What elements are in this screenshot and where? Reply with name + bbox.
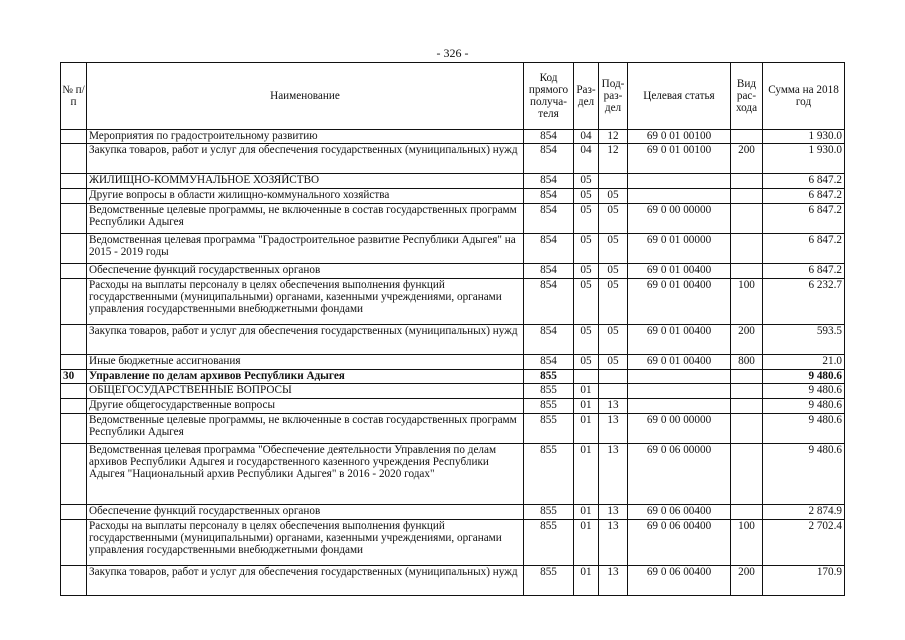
- table-cell-section: 05: [574, 174, 599, 189]
- table-row: [61, 279, 845, 325]
- table-cell-article: 69 0 00 00000: [628, 414, 731, 444]
- table-cell-exp-type: [731, 204, 763, 234]
- table-cell-subsection: 12: [599, 144, 628, 174]
- table-cell-exp-type: [731, 174, 763, 189]
- table-row: [61, 399, 845, 414]
- table-cell-exp-type: [731, 399, 763, 414]
- page-number: - 326 -: [436, 46, 469, 60]
- table-cell-num: [61, 279, 87, 325]
- table-cell-section: 01: [574, 566, 599, 596]
- table-cell-subsection: 13: [599, 444, 628, 505]
- table-cell-name: Управление по делам архивов Республики Адыгея: [87, 370, 524, 384]
- table-cell-section: 04: [574, 144, 599, 174]
- table-cell-sum: 6 847.2: [763, 174, 845, 189]
- table-cell-code: 855: [524, 384, 574, 399]
- table-cell-exp-type: [731, 370, 763, 384]
- table-cell-sum: 9 480.6: [763, 444, 845, 505]
- table-cell-subsection: 13: [599, 505, 628, 520]
- table-cell-article: [628, 370, 731, 384]
- table-cell-num: [61, 384, 87, 399]
- table-cell-subsection: 13: [599, 566, 628, 596]
- table-cell-name: Расходы на выплаты персоналу в целях обеспечения выполнения функций государственными (муниципальными) органами, казенными учреждениями, органами управления государственными внебюджетными фондами: [87, 520, 524, 566]
- table-cell-code: 854: [524, 189, 574, 204]
- table-cell-section: 05: [574, 279, 599, 325]
- table-cell-name: Обеспечение функций государственных органов: [87, 505, 524, 520]
- table-cell-subsection: 05: [599, 234, 628, 264]
- table-cell-subsection: [599, 370, 628, 384]
- table-cell-sum: 9 480.6: [763, 370, 845, 384]
- table-cell-article: 69 0 06 00000: [628, 444, 731, 505]
- table-row: [61, 204, 845, 234]
- table-cell-section: 04: [574, 130, 599, 144]
- table-row: [61, 566, 845, 596]
- table-cell-article: 69 0 06 00400: [628, 505, 731, 520]
- table-cell-article: 69 0 00 00000: [628, 204, 731, 234]
- table-cell-article: 69 0 01 00100: [628, 144, 731, 174]
- table-cell-section: 05: [574, 325, 599, 355]
- table-cell-exp-type: 200: [731, 325, 763, 355]
- table-cell-name: Ведомственные целевые программы, не включенные в состав государственных программ Республики Адыгея: [87, 414, 524, 444]
- table-cell-exp-type: 800: [731, 355, 763, 370]
- table-cell-sum: 6 847.2: [763, 234, 845, 264]
- table-cell-name: Иные бюджетные ассигнования: [87, 355, 524, 370]
- table-cell-subsection: 13: [599, 414, 628, 444]
- header-exp-type: Вид рас-хода: [731, 63, 763, 130]
- table-row: [61, 174, 845, 189]
- table-cell-num: [61, 520, 87, 566]
- table-cell-article: [628, 399, 731, 414]
- header-num: № п/п: [61, 63, 87, 130]
- table-cell-section: 01: [574, 414, 599, 444]
- table-cell-section: 05: [574, 234, 599, 264]
- table-cell-article: 69 0 06 00400: [628, 520, 731, 566]
- table-cell-num: [61, 130, 87, 144]
- table-cell-section: 05: [574, 189, 599, 204]
- table-cell-name: Ведомственные целевые программы, не включенные в состав государственных программ Республики Адыгея: [87, 204, 524, 234]
- table-row: [61, 325, 845, 355]
- table-cell-name: Ведомственная целевая программа "Градостроительное развитие Республики Адыгея" на 2015 - 2019 годы: [87, 234, 524, 264]
- table-cell-subsection: 05: [599, 279, 628, 325]
- table-cell-code: 855: [524, 370, 574, 384]
- table-cell-sum: 6 847.2: [763, 264, 845, 279]
- table-row: [61, 384, 845, 399]
- table-cell-article: [628, 174, 731, 189]
- table-row: [61, 130, 845, 144]
- table-cell-sum: 6 232.7: [763, 279, 845, 325]
- table-cell-num: [61, 444, 87, 505]
- table-cell-section: 01: [574, 444, 599, 505]
- table-cell-name: Мероприятия по градостроительному развитию: [87, 130, 524, 144]
- table-cell-section: 01: [574, 384, 599, 399]
- table-row: [61, 414, 845, 444]
- table-cell-num: [61, 174, 87, 189]
- table-cell-exp-type: [731, 264, 763, 279]
- header-row: [61, 63, 845, 130]
- table-cell-subsection: 05: [599, 325, 628, 355]
- table-cell-section: 01: [574, 520, 599, 566]
- table-cell-sum: 21.0: [763, 355, 845, 370]
- table-cell-num: [61, 189, 87, 204]
- table-cell-num: [61, 414, 87, 444]
- table-cell-code: 855: [524, 414, 574, 444]
- table-cell-code: 854: [524, 144, 574, 174]
- table-cell-code: 854: [524, 264, 574, 279]
- table-row: [61, 505, 845, 520]
- table-cell-subsection: 12: [599, 130, 628, 144]
- table-cell-name: Расходы на выплаты персоналу в целях обеспечения выполнения функций государственными (муниципальными) органами, казенными учреждениями, органами управления государственными внебюджетными фондами: [87, 279, 524, 325]
- table-cell-section: 05: [574, 204, 599, 234]
- table-cell-code: 854: [524, 355, 574, 370]
- table-row: [61, 234, 845, 264]
- table-cell-name: ОБЩЕГОСУДАРСТВЕННЫЕ ВОПРОСЫ: [87, 384, 524, 399]
- table-cell-subsection: 05: [599, 189, 628, 204]
- table-cell-name: Закупка товаров, работ и услуг для обеспечения государственных (муниципальных) нужд: [87, 325, 524, 355]
- table-cell-exp-type: [731, 384, 763, 399]
- table-cell-name: Обеспечение функций государственных органов: [87, 264, 524, 279]
- table-row: [61, 444, 845, 505]
- table-cell-num: [61, 505, 87, 520]
- table-cell-article: 69 0 06 00400: [628, 566, 731, 596]
- table-cell-sum: 170.9: [763, 566, 845, 596]
- table-cell-subsection: 05: [599, 204, 628, 234]
- table-cell-article: 69 0 01 00000: [628, 234, 731, 264]
- table-cell-code: 854: [524, 174, 574, 189]
- table-cell-article: 69 0 01 00400: [628, 279, 731, 325]
- header-name: Наименование: [87, 63, 524, 130]
- table-cell-article: 69 0 01 00400: [628, 264, 731, 279]
- table-cell-exp-type: [731, 234, 763, 264]
- table-cell-name: ЖИЛИЩНО-КОММУНАЛЬНОЕ ХОЗЯЙСТВО: [87, 174, 524, 189]
- table-cell-section: 05: [574, 355, 599, 370]
- table-row: [61, 370, 845, 384]
- table-cell-code: 855: [524, 566, 574, 596]
- table-cell-num: [61, 144, 87, 174]
- table-cell-subsection: 05: [599, 264, 628, 279]
- table-cell-exp-type: 100: [731, 520, 763, 566]
- table-cell-code: 854: [524, 325, 574, 355]
- table-cell-sum: 2 874.9: [763, 505, 845, 520]
- table-row: [61, 189, 845, 204]
- header-sum: Сумма на 2018 год: [763, 63, 845, 130]
- table-cell-section: 01: [574, 505, 599, 520]
- table-cell-exp-type: [731, 130, 763, 144]
- table-cell-article: 69 0 01 00400: [628, 325, 731, 355]
- header-code: Код прямого получа-теля: [524, 63, 574, 130]
- table-cell-exp-type: [731, 444, 763, 505]
- table-cell-num: 30: [61, 370, 87, 384]
- table-cell-exp-type: [731, 414, 763, 444]
- table-cell-code: 854: [524, 204, 574, 234]
- table-cell-exp-type: [731, 189, 763, 204]
- header-subsection: Под-раз-дел: [599, 63, 628, 130]
- table-cell-code: 855: [524, 520, 574, 566]
- table-cell-subsection: [599, 384, 628, 399]
- table-cell-code: 854: [524, 130, 574, 144]
- table-cell-num: [61, 399, 87, 414]
- table-cell-sum: 1 930.0: [763, 130, 845, 144]
- table-cell-section: [574, 370, 599, 384]
- table-cell-code: 854: [524, 279, 574, 325]
- table-cell-subsection: 13: [599, 399, 628, 414]
- table-row: [61, 355, 845, 370]
- table-cell-article: 69 0 01 00100: [628, 130, 731, 144]
- table-cell-sum: 6 847.2: [763, 204, 845, 234]
- table-row: [61, 144, 845, 174]
- table-cell-code: 855: [524, 505, 574, 520]
- table-cell-num: [61, 234, 87, 264]
- table-cell-exp-type: [731, 505, 763, 520]
- table-cell-sum: 1 930.0: [763, 144, 845, 174]
- table-cell-sum: 9 480.6: [763, 384, 845, 399]
- table-cell-num: [61, 204, 87, 234]
- table-cell-name: Закупка товаров, работ и услуг для обеспечения государственных (муниципальных) нужд: [87, 144, 524, 174]
- table-cell-article: [628, 384, 731, 399]
- table-cell-exp-type: 100: [731, 279, 763, 325]
- table-cell-article: [628, 189, 731, 204]
- table-cell-name: Ведомственная целевая программа "Обеспечение деятельности Управления по делам архивов Республики Адыгея и государственного казенного учреждения Республики Адыгея "Национальный архив Республики Адыгея" в 2016 - 2020 годах": [87, 444, 524, 505]
- table-cell-subsection: [599, 174, 628, 189]
- table-row: [61, 264, 845, 279]
- table-cell-num: [61, 355, 87, 370]
- table-cell-code: 854: [524, 234, 574, 264]
- table-cell-sum: 593.5: [763, 325, 845, 355]
- table-cell-subsection: 05: [599, 355, 628, 370]
- table-cell-num: [61, 566, 87, 596]
- table-cell-sum: 9 480.6: [763, 414, 845, 444]
- table-cell-code: 855: [524, 399, 574, 414]
- table-cell-section: 01: [574, 399, 599, 414]
- table-cell-num: [61, 264, 87, 279]
- table-cell-sum: 6 847.2: [763, 189, 845, 204]
- table-cell-sum: 9 480.6: [763, 399, 845, 414]
- table-cell-subsection: 13: [599, 520, 628, 566]
- table-cell-name: Закупка товаров, работ и услуг для обеспечения государственных (муниципальных) нужд: [87, 566, 524, 596]
- table-cell-name: Другие общегосударственные вопросы: [87, 399, 524, 414]
- table-cell-name: Другие вопросы в области жилищно-коммунального хозяйства: [87, 189, 524, 204]
- budget-table: [60, 62, 845, 596]
- table-cell-section: 05: [574, 264, 599, 279]
- table-cell-exp-type: 200: [731, 566, 763, 596]
- table-cell-exp-type: 200: [731, 144, 763, 174]
- table-cell-sum: 2 702.4: [763, 520, 845, 566]
- header-article: Целевая статья: [628, 63, 731, 130]
- header-section: Раз-дел: [574, 63, 599, 130]
- table-cell-num: [61, 325, 87, 355]
- table-row: [61, 520, 845, 566]
- table-cell-article: 69 0 01 00400: [628, 355, 731, 370]
- table-cell-code: 855: [524, 444, 574, 505]
